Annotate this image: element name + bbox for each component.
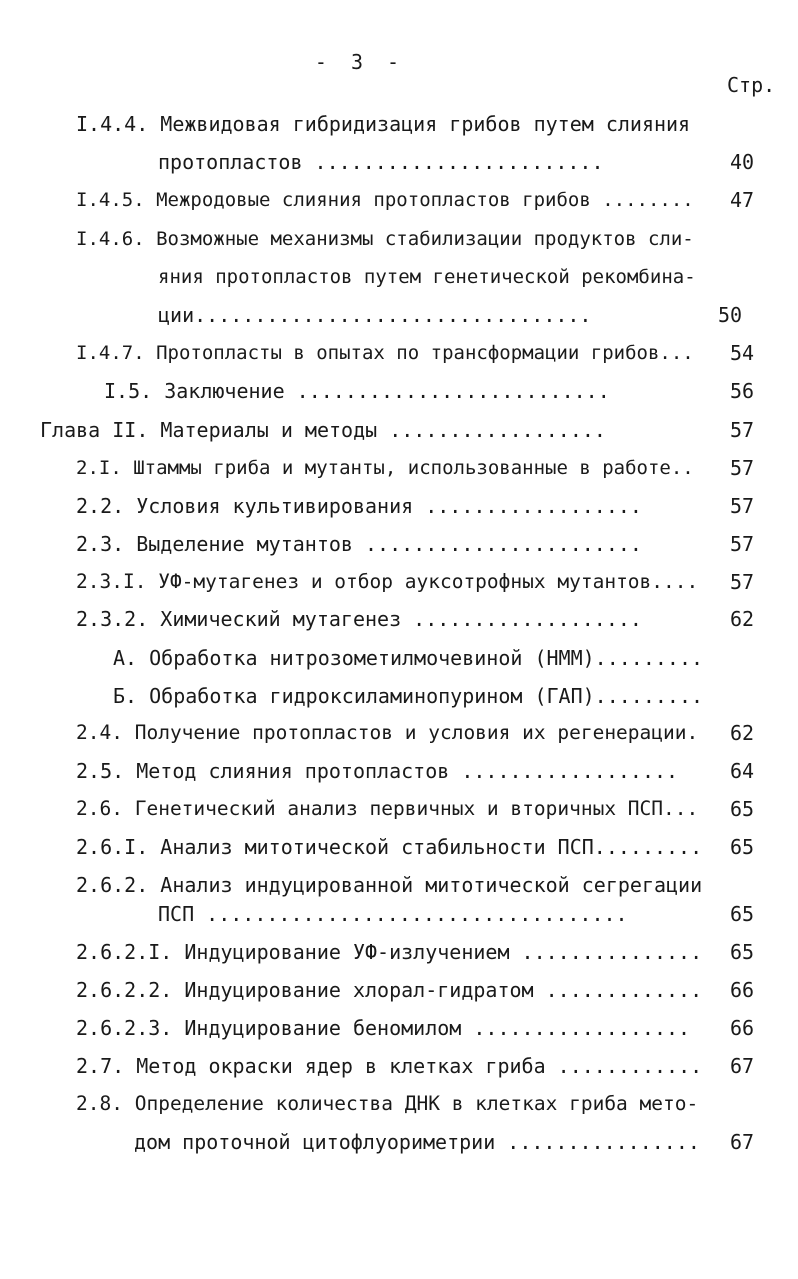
toc-entry-number: I.4.7. — [76, 342, 145, 364]
toc-entry-2-3-2-a — [113, 646, 703, 670]
toc-entry-title: УФ-мутагенез и отбор ауксотрофных мутантов.... — [158, 570, 699, 593]
toc-entry-title: Индуцирование беномилом .................. — [184, 1016, 691, 1040]
toc-entry-1-4-7 — [76, 341, 694, 365]
page-column-label: Стр. — [727, 73, 776, 97]
toc-entry-title: Обработка гидроксиламинопурином (ГАП)......... — [149, 684, 704, 708]
toc-entry-page: 62 — [729, 607, 755, 631]
toc-entry-page: 50 — [717, 303, 743, 327]
toc-entry-page: 57 — [729, 494, 755, 518]
toc-entry-2-1 — [76, 456, 694, 480]
toc-entry-number: 2.6.I. — [76, 835, 149, 859]
toc-entry-page: 65 — [729, 940, 755, 964]
toc-entry-page: 67 — [729, 1054, 755, 1078]
toc-entry-2-8-cont: дом проточной цитофлуориметрии ................ — [134, 1130, 700, 1154]
toc-entry-title: Анализ индуцированной митотической сегрегации — [160, 873, 703, 897]
toc-entry-number: Б. — [113, 684, 138, 708]
toc-entry-number: Глава II. — [40, 418, 149, 442]
toc-entry-page: 57 — [729, 418, 755, 442]
toc-entry-2-3-2 — [76, 607, 642, 631]
toc-entry-title: Индуцирование УФ-излучением ............... — [184, 940, 703, 964]
toc-entry-title: Метод окраски ядер в клетках гриба ............ — [136, 1054, 703, 1078]
toc-entry-number: 2.I. — [76, 457, 122, 479]
toc-entry-number: 2.6.2.2. — [76, 978, 173, 1002]
toc-entry-page: 40 — [729, 150, 755, 174]
toc-entry-1-4-6-cont: яния протопластов путем генетической рекомбина- — [158, 266, 696, 288]
toc-entry-page: 66 — [729, 978, 755, 1002]
toc-entry-number: 2.7. — [76, 1054, 125, 1078]
toc-entry-2-6-2-cont: ПСП ................................... — [158, 902, 628, 926]
toc-entry-2-6-2-1 — [76, 940, 702, 964]
toc-entry-number: 2.6.2. — [76, 873, 149, 897]
toc-entry-2-5 — [76, 759, 678, 783]
toc-entry-title: Метод слияния протопластов .................. — [136, 759, 679, 783]
toc-entry-2-6 — [76, 797, 698, 821]
toc-entry-title: Выделение мутантов ....................... — [136, 532, 642, 556]
toc-entry-page: 57 — [729, 570, 755, 594]
toc-entry-number: 2.5. — [76, 759, 125, 783]
toc-entry-number: А. — [113, 646, 138, 670]
toc-entry-number: 2.8. — [76, 1092, 123, 1115]
toc-entry-title: Штаммы гриба и мутанты, использованные в работе.. — [133, 457, 694, 479]
toc-entry-title: Межвидовая гибридизация грибов путем слияния — [160, 112, 691, 136]
toc-entry-page: 62 — [729, 721, 755, 745]
toc-entry-title: Химический мутагенез ................... — [160, 607, 642, 631]
toc-entry-2-6-2 — [76, 873, 702, 897]
toc-entry-number: 2.3.I. — [76, 570, 147, 593]
toc-entry-number: 2.6. — [76, 797, 123, 820]
toc-entry-2-3-1 — [76, 570, 698, 594]
toc-entry-number: I.4.4. — [76, 112, 149, 136]
toc-entry-page: 54 — [729, 341, 755, 365]
toc-entry-number: 2.2. — [76, 494, 125, 518]
toc-entry-title: Индуцирование хлорал-гидратом ............. — [184, 978, 703, 1002]
toc-entry-1-4-6-cont2: ции................................. — [158, 303, 592, 327]
toc-entry-number: 2.6.2.I. — [76, 940, 173, 964]
toc-entry-2-6-2-3 — [76, 1016, 690, 1040]
toc-entry-1-4-4-cont: протопластов ........................ — [158, 150, 604, 174]
toc-entry-page: 57 — [729, 532, 755, 556]
toc-entry-1-4-6 — [76, 227, 694, 251]
toc-entry-title: Генетический анализ первичных и вторичных ПСП... — [134, 797, 699, 820]
toc-entry-2-4 — [76, 721, 698, 745]
toc-entry-number: I.4.5. — [76, 189, 145, 211]
toc-entry-number: 2.6.2.3. — [76, 1016, 173, 1040]
toc-entry-page: 57 — [729, 456, 755, 480]
toc-entry-2-2 — [76, 494, 642, 518]
toc-entry-title: Определение количества ДНК в клетках гриба мето- — [134, 1092, 699, 1115]
toc-entry-page: 65 — [729, 902, 755, 926]
toc-entry-page: 65 — [729, 835, 755, 859]
toc-entry-2-6-2-2 — [76, 978, 702, 1002]
toc-entry-1-5 — [104, 379, 610, 403]
toc-entry-page: 67 — [729, 1130, 755, 1154]
toc-entry-page: 56 — [729, 379, 755, 403]
toc-entry-2-6-1 — [76, 835, 702, 859]
toc-entry-title: Анализ митотической стабильности ПСП......... — [160, 835, 703, 859]
toc-entry-title: Межродовые слияния протопластов грибов ........ — [156, 189, 694, 211]
toc-entry-title: Возможные механизмы стабилизации продуктов сли- — [156, 228, 694, 250]
toc-entry-chapter-2 — [40, 418, 606, 442]
toc-entry-1-4-4 — [76, 112, 690, 136]
toc-entry-title: Условия культивирования .................. — [136, 494, 642, 518]
toc-entry-title: Заключение .......................... — [164, 379, 610, 403]
toc-entry-number: 2.4. — [76, 721, 123, 744]
toc-entry-title: Материалы и методы .................. — [160, 418, 606, 442]
toc-entry-number: I.4.6. — [76, 228, 145, 250]
toc-entry-page: 66 — [729, 1016, 755, 1040]
toc-entry-title: Получение протопластов и условия их регенерации. — [134, 721, 699, 744]
toc-entry-number: I.5. — [104, 379, 153, 403]
toc-entry-2-7 — [76, 1054, 702, 1078]
toc-entry-page: 47 — [729, 188, 755, 212]
page-number: - 3 - — [314, 50, 406, 74]
toc-entry-1-4-5 — [76, 188, 694, 212]
toc-entry-2-3-2-b — [113, 684, 703, 708]
toc-entry-2-3 — [76, 532, 642, 556]
toc-entry-2-8 — [76, 1092, 698, 1116]
toc-entry-title: Обработка нитрозометилмочевиной (НММ)......... — [149, 646, 704, 670]
toc-entry-number: 2.3.2. — [76, 607, 149, 631]
toc-entry-page: 64 — [729, 759, 755, 783]
toc-entry-page: 65 — [729, 797, 755, 821]
toc-entry-title: Протопласты в опытах по трансформации грибов... — [156, 342, 694, 364]
toc-entry-number: 2.3. — [76, 532, 125, 556]
